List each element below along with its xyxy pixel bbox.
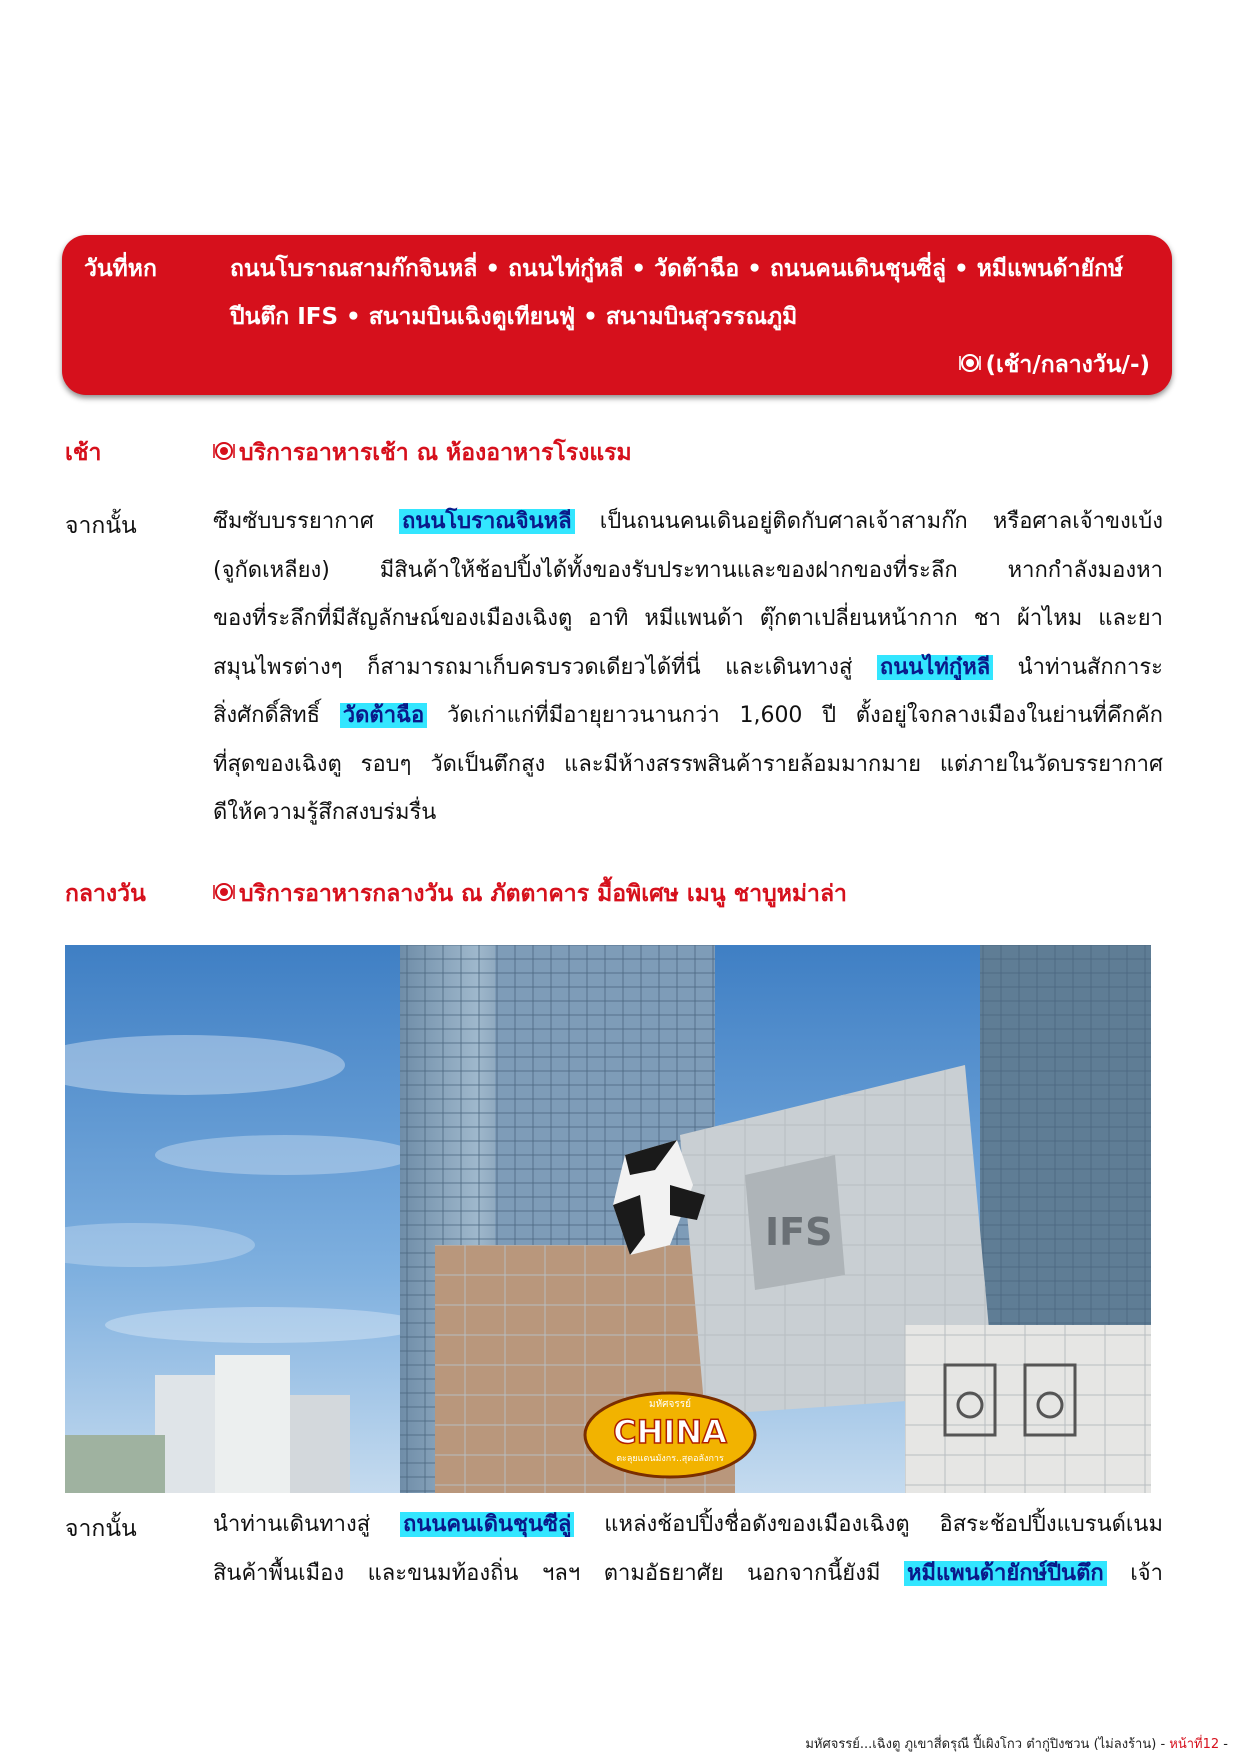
day-itinerary-line-1: ถนนโบราณสามก๊กจินหลี่ • ถนนไท่กู๋หลี • วัดต้าฉือ • ถนนคนเดินชุนซี่ลู่ • หมีแพนด้ายักษ์ [230,256,1124,282]
paragraph-line: (จูกัดเหลียง) มีสินค้าให้ช้อปปิ้งได้ทั้งของรับประทานและของฝากของที่ระลึก หากกำลังมองหา [213,557,1163,583]
paragraph-line: ซึมซับบรรยากาศ ถนนโบราณจินหลี เป็นถนนคนเดินอยู่ติดกับศาลเจ้าสามก๊ก หรือศาลเจ้าขงเบ้ง [213,509,1163,534]
paragraph-line: สมุนไพรต่างๆ ก็สามารถมาเก็บครบรวดเดียวได้ที่นี่ และเดินทางสู่ ถนนไท่กู๋หลี นำท่านสักการะ [213,654,1163,680]
day-meals [959,347,1150,383]
attractions-paragraph-2 [213,1501,1163,1598]
logo-sub-text: ตะลุยแดนมังกร..สุดอลังการ [616,1454,724,1464]
then-label-2: จากนั้น [65,1516,137,1542]
ifs-building-sign: IFS [765,1210,833,1254]
paragraph-line: สิ่งศักดิ์สิทธิ์ วัดต้าฉือ วัดเก่าแก่ที่มีอายุยาวนานกว่า 1,600 ปี ตั้งอยู่ใจกลางเมืองในย่านที่คึกคัก [213,703,1164,728]
lunch-text: บริการอาหารกลางวัน ณ ภัตตาคาร มื้อพิเศษ เมนู ชาบูหม่าล่า [239,881,847,907]
logo-top-text: มหัศจรรย์ [649,1399,691,1410]
day-header-banner [62,235,1172,395]
footer-end: - [1223,1737,1228,1752]
day-label: วันที่หก [84,256,157,282]
dining-plate-icon [959,352,981,378]
highlight-taikooli: ถนนไท่กู๋หลี [877,655,993,680]
paragraph-line: ดีให้ความรู้สึกสงบร่มรื่น [213,800,437,825]
lunch-meal-line [213,876,847,912]
page-footer [805,1733,1228,1754]
attractions-paragraph-1 [213,498,1163,838]
dining-plate-icon [213,440,235,466]
dining-plate-icon [213,881,235,907]
breakfast-text: บริการอาหารเช้า ณ ห้องอาหารโรงแรม [239,440,632,466]
page-number: หน้าที่12 [1169,1737,1220,1752]
paragraph-line: ของที่ระลึกที่มีสัญลักษณ์ของเมืองเฉิงตู อาทิ หมีแพนด้า ตุ๊กตาเปลี่ยนหน้ากาก ชา ผ้าไหม และยา [213,606,1163,631]
highlight-daci-temple: วัดต้าฉือ [340,703,427,728]
highlight-giant-panda: หมีแพนด้ายักษ์ปีนตึก [904,1561,1107,1586]
paragraph-line: นำท่านเดินทางสู่ ถนนคนเดินชุนซีลู่ แหล่งช้อปปิ้งชื่อดังของเมืองเฉิงตู อิสระช้อปปิ้งแบรนด์เนม [213,1512,1163,1537]
breakfast-label: เช้า [65,440,102,466]
day-itinerary-line-2: ปีนตึก IFS • สนามบินเฉิงตูเทียนฟู่ • สนามบินสุวรรณภูมิ [230,304,798,330]
logo-main-text: CHINA [613,1413,727,1451]
ifs-panda-photo [65,945,1151,1493]
lunch-label: กลางวัน [65,881,146,907]
day-meals-text: (เช้า/กลางวัน/-) [985,352,1150,378]
paragraph-line: สินค้าพื้นเมือง และขนมท้องถิ่น ฯลฯ ตามอัธยาศัย นอกจากนี้ยังมี หมีแพนด้ายักษ์ปีนตึก เจ้า [213,1560,1164,1586]
highlight-chunxi-road: ถนนคนเดินชุนซีลู่ [400,1512,574,1537]
footer-text: มหัศจรรย์...เฉิงตู ภูเขาสี่ดรุณี ปี้เผิงโกว ต๋ากู่ปิงชวน (ไม่ลงร้าน) - [805,1737,1166,1752]
then-label-1: จากนั้น [65,513,137,539]
paragraph-line: ที่สุดของเฉิงตู รอบๆ วัดเป็นตึกสูง และมีห้างสรรพสินค้ารายล้อมมากมาย แต่ภายในวัดบรรยากาศ [213,751,1163,777]
breakfast-meal-line [213,435,632,471]
amazing-china-logo [585,1393,755,1477]
highlight-jinli-street: ถนนโบราณจินหลี [399,509,575,534]
